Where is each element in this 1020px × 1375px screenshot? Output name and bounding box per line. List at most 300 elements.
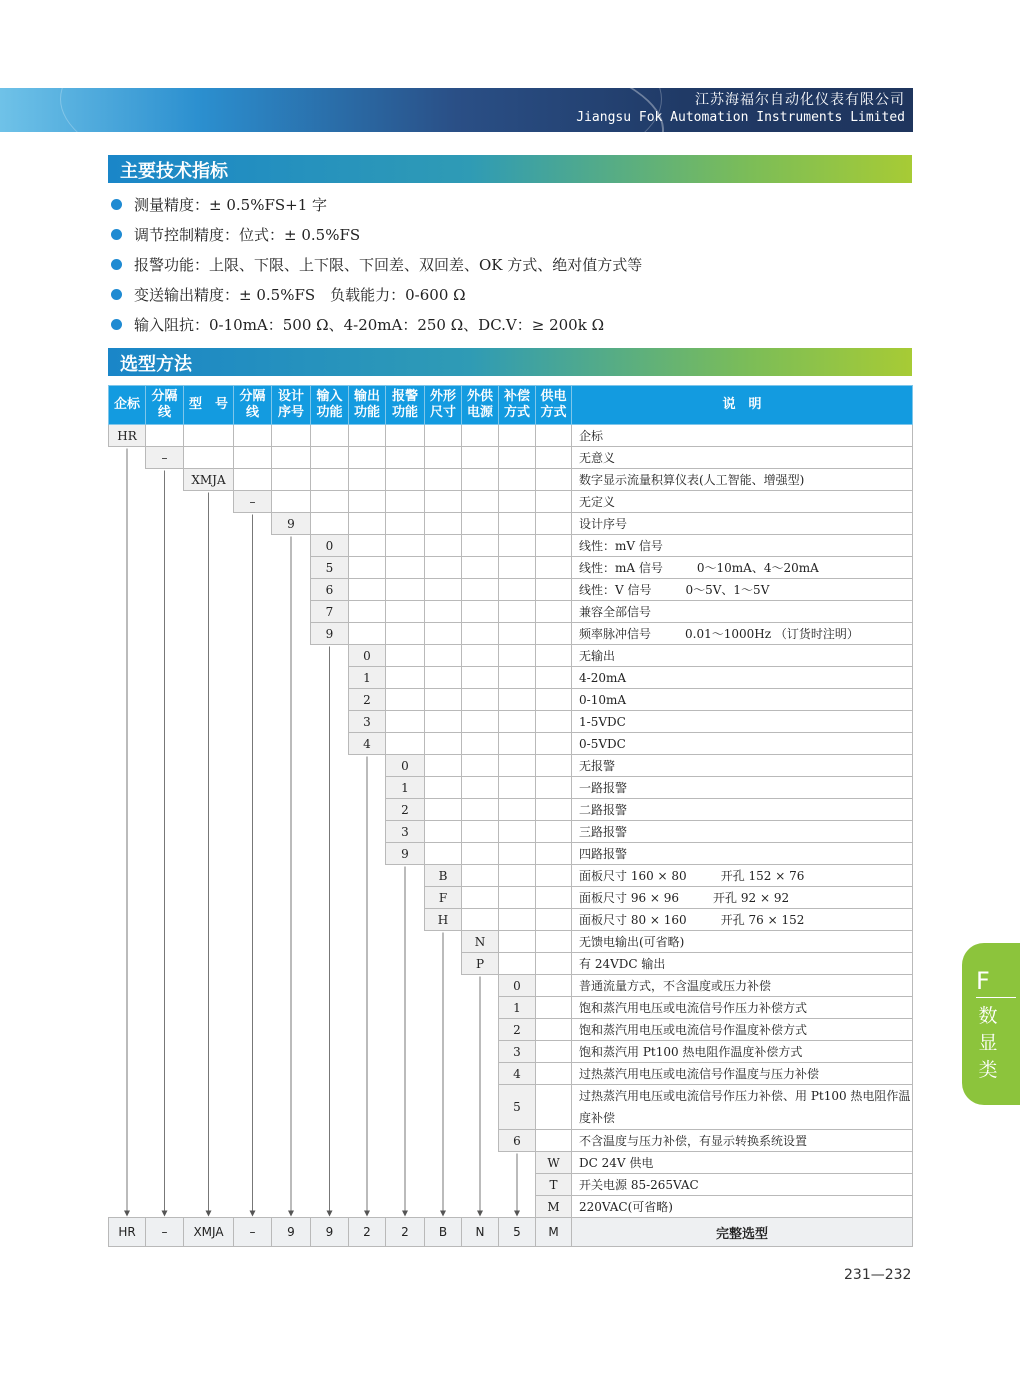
final-code: N	[462, 1218, 499, 1247]
blank-cell	[536, 513, 572, 535]
blank-cell	[536, 689, 572, 711]
empty-cell	[109, 689, 146, 711]
blank-cell	[386, 447, 425, 469]
empty-cell	[349, 755, 386, 777]
blank-cell	[425, 447, 462, 469]
blank-cell	[462, 909, 499, 931]
table-row	[109, 711, 913, 733]
table-row	[109, 601, 913, 623]
description-text: 四路报警	[579, 847, 628, 861]
empty-cell	[272, 1085, 311, 1130]
bullet-dot-icon	[111, 289, 122, 300]
empty-cell	[109, 799, 146, 821]
empty-cell	[386, 931, 425, 953]
empty-cell	[234, 997, 272, 1019]
empty-cell	[499, 1174, 536, 1196]
blank-cell	[499, 645, 536, 667]
empty-cell	[272, 975, 311, 997]
option-code: 1	[386, 777, 425, 799]
table-row	[109, 733, 913, 755]
empty-cell	[146, 513, 184, 535]
blank-cell	[499, 601, 536, 623]
table-row	[109, 513, 913, 535]
empty-cell	[184, 557, 234, 579]
empty-cell	[311, 645, 349, 667]
blank-cell	[349, 601, 386, 623]
table-row	[109, 865, 913, 887]
blank-cell	[425, 513, 462, 535]
option-description	[572, 513, 913, 535]
empty-cell	[146, 909, 184, 931]
empty-cell	[425, 975, 462, 997]
option-code: 4	[499, 1063, 536, 1085]
description-text: 面板尺寸 160 × 80	[579, 869, 687, 883]
empty-cell	[386, 997, 425, 1019]
blank-cell	[499, 469, 536, 491]
description-text: 线性：mA 信号	[579, 561, 663, 575]
blank-cell	[425, 623, 462, 645]
option-code: 3	[386, 821, 425, 843]
blank-cell	[462, 425, 499, 447]
blank-cell	[234, 447, 272, 469]
table-header-row	[109, 386, 913, 425]
empty-cell	[425, 1130, 462, 1152]
blank-cell	[462, 579, 499, 601]
empty-cell	[234, 909, 272, 931]
empty-cell	[425, 1041, 462, 1063]
table-row	[109, 557, 913, 579]
empty-cell	[311, 821, 349, 843]
empty-cell	[184, 1041, 234, 1063]
option-description	[572, 711, 913, 733]
description-text: 无定义	[579, 495, 616, 509]
option-code: 5	[499, 1085, 536, 1130]
header-cell: 型 号	[184, 386, 234, 425]
header-cell: 输出 功能	[349, 386, 386, 425]
option-code: 6	[311, 579, 349, 601]
blank-cell	[386, 667, 425, 689]
option-code: 5	[311, 557, 349, 579]
blank-cell	[234, 469, 272, 491]
empty-cell	[109, 821, 146, 843]
empty-cell	[272, 755, 311, 777]
empty-cell	[386, 1019, 425, 1041]
empty-cell	[146, 1130, 184, 1152]
blank-cell	[536, 975, 572, 997]
empty-cell	[184, 491, 234, 513]
empty-cell	[349, 1085, 386, 1130]
empty-cell	[109, 667, 146, 689]
option-description	[572, 931, 913, 953]
blank-cell	[499, 513, 536, 535]
empty-cell	[234, 777, 272, 799]
option-description	[572, 535, 913, 557]
empty-cell	[234, 1063, 272, 1085]
description-text: 0-5VDC	[579, 736, 626, 751]
empty-cell	[109, 579, 146, 601]
blank-cell	[272, 425, 311, 447]
blank-cell	[425, 469, 462, 491]
option-code: B	[425, 865, 462, 887]
final-code: B	[425, 1218, 462, 1247]
description-text: 二路报警	[579, 803, 628, 817]
empty-cell	[184, 799, 234, 821]
empty-cell	[386, 909, 425, 931]
blank-cell	[462, 601, 499, 623]
empty-cell	[234, 799, 272, 821]
empty-cell	[386, 865, 425, 887]
blank-cell	[425, 601, 462, 623]
blank-cell	[425, 821, 462, 843]
option-description	[572, 447, 913, 469]
blank-cell	[536, 491, 572, 513]
empty-cell	[234, 887, 272, 909]
spec-item: 输入阻抗：0-10mA：500 Ω、4-20mA：250 Ω、DC.V：≥ 200k Ω	[108, 312, 912, 342]
side-tab-letter: F	[976, 967, 990, 995]
empty-cell	[349, 909, 386, 931]
blank-cell	[386, 623, 425, 645]
blank-cell	[536, 1085, 572, 1130]
description-text: 频率脉冲信号	[579, 627, 652, 641]
blank-cell	[499, 667, 536, 689]
empty-cell	[311, 777, 349, 799]
empty-cell	[146, 1152, 184, 1174]
empty-cell	[109, 601, 146, 623]
table-row	[109, 645, 913, 667]
empty-cell	[109, 1152, 146, 1174]
empty-cell	[146, 931, 184, 953]
empty-cell	[146, 579, 184, 601]
empty-cell	[234, 513, 272, 535]
empty-cell	[349, 1019, 386, 1041]
option-description	[572, 821, 913, 843]
blank-cell	[425, 777, 462, 799]
description-text: 普通流量方式，不含温度或压力补偿	[579, 979, 772, 993]
blank-cell	[386, 645, 425, 667]
empty-cell	[386, 1130, 425, 1152]
empty-cell	[311, 997, 349, 1019]
table-row	[109, 931, 913, 953]
empty-cell	[311, 733, 349, 755]
empty-cell	[462, 1130, 499, 1152]
table-row	[109, 1196, 913, 1218]
empty-cell	[311, 1130, 349, 1152]
header-cell: 分隔 线	[234, 386, 272, 425]
empty-cell	[184, 843, 234, 865]
table-row	[109, 975, 913, 997]
description-text: 设计序号	[579, 517, 628, 531]
option-description	[572, 1196, 913, 1218]
empty-cell	[272, 711, 311, 733]
empty-cell	[109, 469, 146, 491]
final-code: HR	[109, 1218, 146, 1247]
description-text: 4-20mA	[579, 670, 627, 685]
blank-cell	[386, 513, 425, 535]
empty-cell	[146, 711, 184, 733]
empty-cell	[272, 1130, 311, 1152]
empty-cell	[146, 623, 184, 645]
blank-cell	[184, 425, 234, 447]
empty-cell	[272, 623, 311, 645]
empty-cell	[184, 1152, 234, 1174]
empty-cell	[109, 1019, 146, 1041]
blank-cell	[311, 425, 349, 447]
empty-cell	[272, 601, 311, 623]
blank-cell	[499, 557, 536, 579]
description-text: 过热蒸汽用电压或电流信号作压力补偿、用 Pt100 热电阻作温度补偿	[579, 1089, 911, 1125]
option-code: W	[536, 1152, 572, 1174]
header-cell: 供电 方式	[536, 386, 572, 425]
empty-cell	[234, 931, 272, 953]
empty-cell	[146, 645, 184, 667]
empty-cell	[311, 1196, 349, 1218]
blank-cell	[499, 447, 536, 469]
empty-cell	[234, 953, 272, 975]
description-detail: 0.01～1000Hz （订货时注明）	[685, 627, 859, 641]
final-code: 2	[349, 1218, 386, 1247]
option-code: N	[462, 931, 499, 953]
header-cell: 企标	[109, 386, 146, 425]
empty-cell	[109, 711, 146, 733]
empty-cell	[109, 953, 146, 975]
blank-cell	[425, 491, 462, 513]
header-cell: 报警 功能	[386, 386, 425, 425]
blank-cell	[184, 447, 234, 469]
blank-cell	[462, 711, 499, 733]
blank-cell	[536, 1041, 572, 1063]
empty-cell	[425, 953, 462, 975]
blank-cell	[462, 733, 499, 755]
option-code: 4	[349, 733, 386, 755]
empty-cell	[109, 447, 146, 469]
description-detail: 0～5V、1～5V	[685, 583, 770, 597]
blank-cell	[499, 777, 536, 799]
empty-cell	[184, 1196, 234, 1218]
blank-cell	[499, 623, 536, 645]
header-cell: 分隔 线	[146, 386, 184, 425]
empty-cell	[425, 1174, 462, 1196]
spec-list	[108, 192, 912, 342]
empty-cell	[234, 821, 272, 843]
empty-cell	[184, 1174, 234, 1196]
blank-cell	[536, 601, 572, 623]
blank-cell	[462, 667, 499, 689]
empty-cell	[234, 843, 272, 865]
spec-item: 调节控制精度：位式：± 0.5%FS	[108, 222, 912, 252]
blank-cell	[386, 601, 425, 623]
option-description	[572, 777, 913, 799]
empty-cell	[234, 1196, 272, 1218]
empty-cell	[234, 975, 272, 997]
empty-cell	[386, 1152, 425, 1174]
empty-cell	[184, 755, 234, 777]
blank-cell	[311, 469, 349, 491]
blank-cell	[386, 689, 425, 711]
empty-cell	[311, 711, 349, 733]
empty-cell	[146, 1019, 184, 1041]
empty-cell	[109, 491, 146, 513]
empty-cell	[109, 755, 146, 777]
page-number: 231—232	[844, 1267, 912, 1283]
side-tab	[962, 943, 1020, 1105]
empty-cell	[234, 1085, 272, 1130]
table-row	[109, 1130, 913, 1152]
empty-cell	[386, 975, 425, 997]
bullet-dot-icon	[111, 319, 122, 330]
final-code: M	[536, 1218, 572, 1247]
blank-cell	[349, 469, 386, 491]
blank-cell	[462, 887, 499, 909]
blank-cell	[499, 865, 536, 887]
blank-cell	[425, 689, 462, 711]
blank-cell	[499, 733, 536, 755]
empty-cell	[349, 1196, 386, 1218]
empty-cell	[109, 1130, 146, 1152]
empty-cell	[386, 1196, 425, 1218]
blank-cell	[272, 491, 311, 513]
blank-cell	[462, 535, 499, 557]
option-code: 2	[386, 799, 425, 821]
blank-cell	[536, 469, 572, 491]
option-description	[572, 667, 913, 689]
table-row	[109, 821, 913, 843]
table-row	[109, 579, 913, 601]
section-title: 选型方法	[120, 354, 192, 375]
blank-cell	[536, 579, 572, 601]
empty-cell	[462, 1085, 499, 1130]
blank-cell	[349, 491, 386, 513]
description-text: 饱和蒸汽用 Pt100 热电阻作温度补偿方式	[579, 1045, 803, 1059]
empty-cell	[311, 689, 349, 711]
blank-cell	[462, 491, 499, 513]
table-row	[109, 491, 913, 513]
final-code: XMJA	[184, 1218, 234, 1247]
table-row	[109, 667, 913, 689]
table-row	[109, 887, 913, 909]
empty-cell	[184, 953, 234, 975]
table-row	[109, 953, 913, 975]
blank-cell	[386, 491, 425, 513]
blank-cell	[386, 557, 425, 579]
option-description	[572, 1085, 913, 1130]
empty-cell	[234, 1152, 272, 1174]
empty-cell	[499, 1152, 536, 1174]
description-text: 220VAC(可省略)	[579, 1200, 673, 1214]
empty-cell	[349, 997, 386, 1019]
option-code: H	[425, 909, 462, 931]
empty-cell	[311, 1152, 349, 1174]
option-code: 9	[311, 623, 349, 645]
empty-cell	[311, 799, 349, 821]
empty-cell	[272, 1174, 311, 1196]
option-description	[572, 1063, 913, 1085]
option-code: 2	[349, 689, 386, 711]
empty-cell	[184, 997, 234, 1019]
blank-cell	[462, 469, 499, 491]
table-row	[109, 755, 913, 777]
empty-cell	[146, 953, 184, 975]
empty-cell	[349, 1152, 386, 1174]
description-text: 不含温度与压力补偿，有显示转换系统设置	[579, 1134, 808, 1148]
empty-cell	[425, 997, 462, 1019]
empty-cell	[349, 865, 386, 887]
empty-cell	[109, 1063, 146, 1085]
blank-cell	[536, 667, 572, 689]
empty-cell	[272, 579, 311, 601]
option-description	[572, 645, 913, 667]
blank-cell	[349, 447, 386, 469]
option-code: 2	[499, 1019, 536, 1041]
empty-cell	[184, 711, 234, 733]
empty-cell	[272, 799, 311, 821]
empty-cell	[109, 887, 146, 909]
empty-cell	[184, 535, 234, 557]
option-description	[572, 623, 913, 645]
table-row	[109, 1063, 913, 1085]
empty-cell	[146, 865, 184, 887]
option-description	[572, 579, 913, 601]
empty-cell	[349, 1130, 386, 1152]
empty-cell	[146, 469, 184, 491]
empty-cell	[109, 623, 146, 645]
option-description	[572, 425, 913, 447]
blank-cell	[462, 755, 499, 777]
header-cell: 说 明	[572, 386, 913, 425]
empty-cell	[146, 799, 184, 821]
blank-cell	[425, 843, 462, 865]
empty-cell	[272, 997, 311, 1019]
empty-cell	[146, 689, 184, 711]
option-code: XMJA	[184, 469, 234, 491]
option-description	[572, 953, 913, 975]
empty-cell	[234, 535, 272, 557]
description-text: 面板尺寸 96 × 96	[579, 891, 680, 905]
empty-cell	[311, 1174, 349, 1196]
empty-cell	[184, 1019, 234, 1041]
empty-cell	[146, 975, 184, 997]
description-text: 开关电源 85-265VAC	[579, 1178, 699, 1192]
empty-cell	[272, 733, 311, 755]
blank-cell	[462, 777, 499, 799]
blank-cell	[536, 887, 572, 909]
blank-cell	[349, 535, 386, 557]
option-code: HR	[109, 425, 146, 447]
description-text: 无报警	[579, 759, 616, 773]
empty-cell	[386, 1063, 425, 1085]
blank-cell	[536, 557, 572, 579]
blank-cell	[536, 535, 572, 557]
bullet-dot-icon	[111, 259, 122, 270]
empty-cell	[184, 513, 234, 535]
banner-decoration	[60, 88, 662, 132]
blank-cell	[536, 645, 572, 667]
empty-cell	[184, 931, 234, 953]
empty-cell	[462, 1063, 499, 1085]
blank-cell	[311, 513, 349, 535]
empty-cell	[349, 975, 386, 997]
complete-model-row	[109, 1218, 913, 1247]
description-text: 无馈电输出(可省略)	[579, 935, 685, 949]
section-title: 主要技术指标	[120, 161, 228, 182]
option-description	[572, 1130, 913, 1152]
empty-cell	[349, 1174, 386, 1196]
empty-cell	[146, 491, 184, 513]
option-description	[572, 689, 913, 711]
option-description	[572, 865, 913, 887]
blank-cell	[272, 447, 311, 469]
final-code: –	[234, 1218, 272, 1247]
empty-cell	[234, 645, 272, 667]
